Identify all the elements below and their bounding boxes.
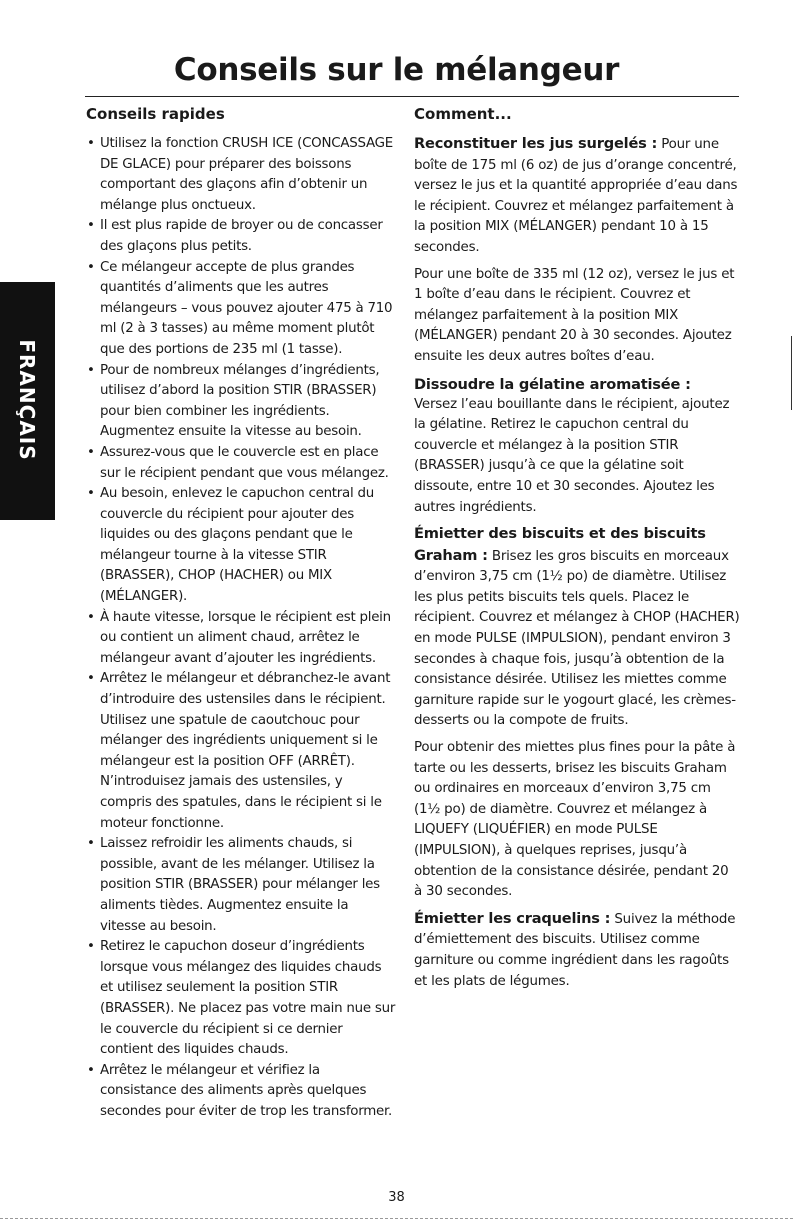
frozen-juice-paragraph [414,134,740,259]
list-item: • Il est plus rapide de broyer ou de concasser des glaçons plus petits. [86,216,396,257]
page-number: 38 [388,1190,405,1205]
quick-tips-list [86,134,396,1123]
quick-tips-column [86,104,396,1123]
list-item: • Pour de nombreux mélanges d’ingrédients, utilisez d’abord la position STIR (BRASSER) pour bien combiner les ingrédients. Augmentez ensuite la vitesse au besoin. [86,361,396,443]
quick-tips-heading: Conseils rapides [86,105,225,123]
crackers-title: Émietter les craquelins : [414,909,611,927]
list-item: • Arrêtez le mélangeur et débranchez-le avant d’introduire des ustensiles dans le récipient. Utilisez une spatule de caoutchouc pour mélanger des ingrédients uniquement si le mélangeur est la position OFF (ARRÊT). N’introduisez jamais des ustensiles, y compris des spatules, dans le récipient si le moteur fonctionne. [86,669,396,834]
list-item: • Retirez le capuchon doseur d’ingrédients lorsque vous mélangez des liquides chauds et utilisez seulement la position STIR (BRASSER). Ne placez pas votre main nue sur le couvercle du récipient si ce dernier contient des liquides chauds. [86,937,396,1061]
title-divider [85,96,739,97]
crackers-paragraph [414,909,740,992]
gelatin-title: Dissoudre la gélatine aromatisée : [414,375,691,393]
cookie-crumbs-title: Émietter des biscuits et des biscuits Graham : [414,525,706,564]
frozen-juice-text: Pour une boîte de 175 ml (6 oz) de jus d’orange concentré, versez le jus et la quantité appropriée d’eau dans le récipient. Couvrez et mélangez parfaitement à la position MIX (MÉLANGER) pendant 10 à 15 secondes. [414,137,738,255]
page-title: Conseils sur le mélangeur [173,52,620,88]
gelatin-paragraph: Versez l’eau bouillante dans le récipient, ajoutez la gélatine. Retirez le capuchon central du couvercle et mélangez à la position STIR (BRASSER) jusqu’à ce que la gélatine soit dissoute, entre 10 et 30 secondes. Ajoutez les autres ingrédients. [414,396,730,515]
list-item: • Assurez-vous que le couvercle est en place sur le récipient pendant que vous mélangez. [86,443,396,484]
how-to-column [414,104,740,998]
crackers-text: Suivez la méthode d’émiettement des biscuits. Utilisez comme garniture ou comme ingrédient dans les ragoûts et les plats de légumes. [414,911,736,989]
frozen-juice-paragraph-2: Pour une boîte de 335 ml (12 oz), versez le jus et 1 boîte d’eau dans le récipient. Couvrez et mélangez parfaitement à la position MIX (MÉLANGER) pendant 20 à 30 secondes. Ajoutez ensuite les deux autres boîtes d’eau. [414,266,735,364]
language-tab-label [14,340,40,460]
cookie-crumbs-text: Brisez les gros biscuits en morceaux d’environ 3,75 cm (1½ po) de diamètre. Utilisez les plus petits biscuits tels quels. Placez le récipient. Couvrez et mélangez à CHOP (HACHER) en mode PULSE (IMPULSION), pendant environ 3 secondes à chaque fois, jusqu’à obtention de la consistance désirée. Utilisez les miettes comme garniture rapide sur le yogourt glacé, les crèmes-desserts ou la compote de fruits. [414,548,740,729]
list-item: • Laissez refroidir les aliments chauds, si possible, avant de les mélanger. Utilisez la position STIR (BRASSER) pour mélanger les aliments tièdes. Augmentez ensuite la vitesse au besoin. [86,834,396,937]
list-item: • Ce mélangeur accepte de plus grandes quantités d’aliments que les autres mélangeurs – vous pouvez ajouter 475 à 710 ml (2 à 3 tasses) au même moment plutôt que des portions de 235 ml (1 tasse). [86,258,396,361]
margin-mark [791,336,792,410]
cookie-crumbs-paragraph-2: Pour obtenir des miettes plus fines pour la pâte à tarte ou les desserts, brisez les biscuits Graham ou ordinaires en morceaux d’environ 3,75 cm (1½ po) de diamètre. Couvrez et mélangez à LIQUEFY (LIQUÉFIER) en mode PULSE (IMPULSION), à quelques reprises, jusqu’à obtention de la consistance désirée, pendant 20 à 30 secondes. [414,740,736,900]
bottom-border [0,1218,793,1219]
frozen-juice-title: Reconstituer les jus surgelés : [414,135,658,152]
cookie-crumbs-paragraph [414,524,740,732]
list-item: • Utilisez la fonction CRUSH ICE (CONCASSAGE DE GLACE) pour préparer des boissons comportant des glaçons afin d’obtenir un mélange plus onctueux. [86,134,396,216]
list-item: • Arrêtez le mélangeur et vérifiez la consistance des aliments après quelques secondes pour éviter de trop les transformer. [86,1061,396,1123]
list-item: • Au besoin, enlevez le capuchon central du couvercle du récipient pour ajouter des liquides ou des glaçons pendant que le mélangeur tourne à la vitesse STIR (BRASSER), CHOP (HACHER) ou MIX (MÉLANGER). [86,484,396,608]
list-item: • À haute vitesse, lorsque le récipient est plein ou contient un aliment chaud, arrêtez le mélangeur avant d’ajouter les ingrédients. [86,608,396,670]
how-to-heading: Comment... [414,105,512,123]
language-tab-text: FRANÇAIS [15,339,39,461]
